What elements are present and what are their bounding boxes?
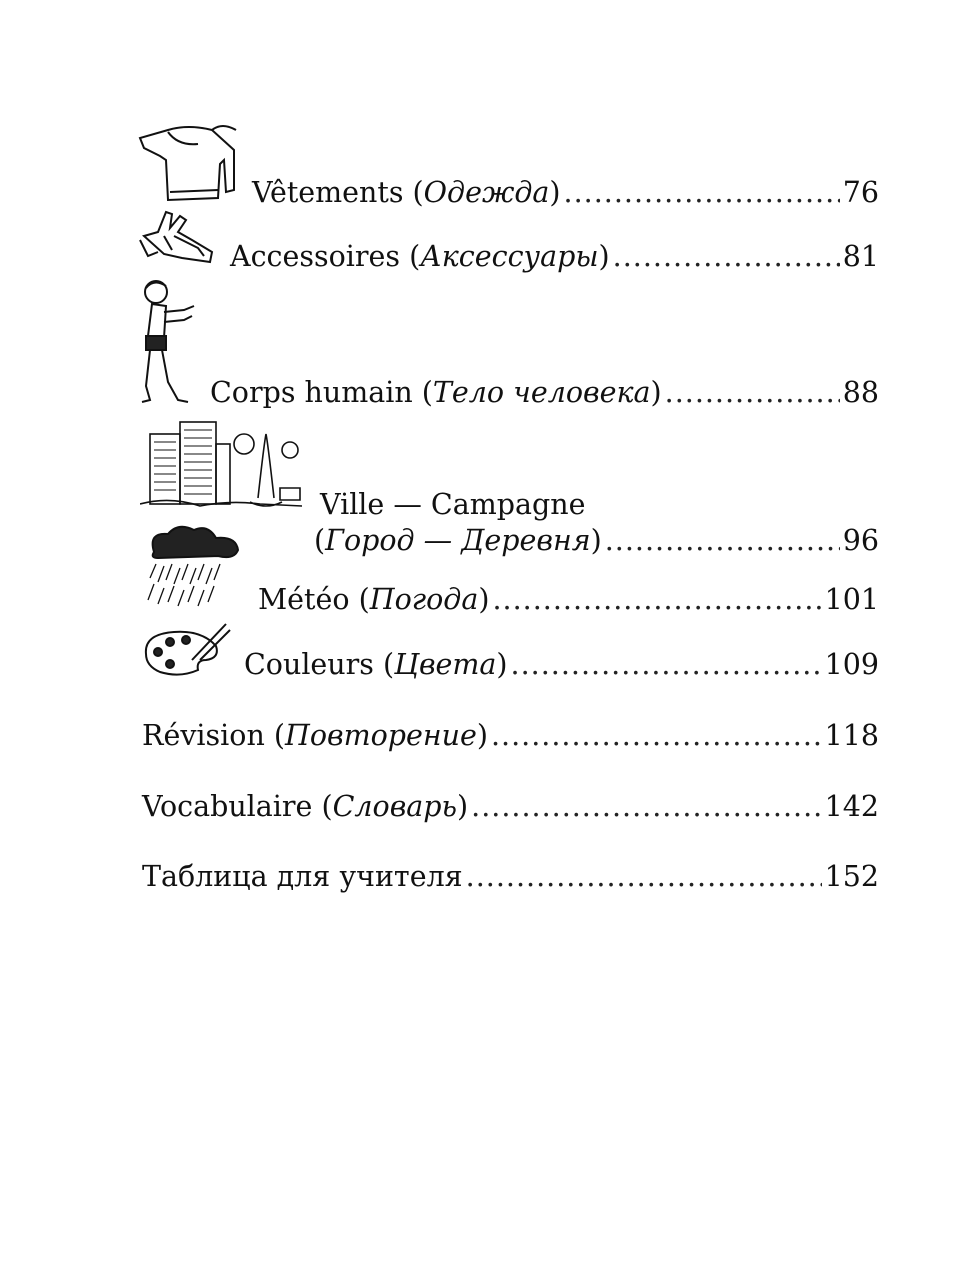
gloves-icon xyxy=(138,206,218,268)
page-number: 88 xyxy=(842,376,879,409)
dot-leader xyxy=(665,376,840,410)
toc-entry-accessoires[interactable] xyxy=(230,240,879,274)
page-number: 109 xyxy=(824,648,879,681)
page-number: 152 xyxy=(824,860,879,893)
city-icon xyxy=(140,414,302,514)
toc-entry-revision[interactable] xyxy=(142,719,879,753)
dot-leader xyxy=(564,176,840,210)
toc-entry-ville-title: Ville — Campagne xyxy=(320,488,586,521)
entry-title: Таблица для учителя xyxy=(142,860,463,893)
toc-entry-teacher-table[interactable] xyxy=(142,860,879,894)
sweater-icon xyxy=(138,120,240,202)
toc-entry-vocabulaire[interactable] xyxy=(142,790,879,824)
entry-title: Vocabulaire (Словарь) xyxy=(142,790,469,823)
toc-entry-meteo[interactable] xyxy=(258,583,879,617)
boy-icon xyxy=(138,276,198,406)
dot-leader xyxy=(492,583,821,617)
page-number: 81 xyxy=(842,240,879,273)
dot-leader xyxy=(471,790,821,824)
dot-leader xyxy=(605,524,840,558)
entry-title: Corps humain (Тело человека) xyxy=(210,376,662,409)
toc-entry-couleurs[interactable] xyxy=(244,648,879,682)
entry-title: (Город — Деревня) xyxy=(314,524,602,557)
palette-icon xyxy=(140,620,232,678)
dot-leader xyxy=(511,648,822,682)
entry-title: Accessoires (Аксессуары) xyxy=(230,240,610,273)
toc-entry-corps-humain[interactable] xyxy=(210,376,879,410)
dot-leader xyxy=(491,719,822,753)
entry-title: Météo (Погода) xyxy=(258,583,490,616)
dot-leader xyxy=(466,860,822,894)
page-number: 96 xyxy=(842,524,879,557)
rain-cloud-icon xyxy=(138,520,242,610)
dot-leader xyxy=(613,240,840,274)
entry-title: Révision (Повторение) xyxy=(142,719,488,752)
page-number: 118 xyxy=(824,719,879,752)
entry-title: Couleurs (Цвета) xyxy=(244,648,508,681)
toc-entry-vetements[interactable] xyxy=(252,176,879,210)
entry-title: Vêtements (Одежда) xyxy=(252,176,561,209)
page-number: 142 xyxy=(824,790,879,823)
page-number: 76 xyxy=(842,176,879,209)
toc-entry-ville-campagne[interactable] xyxy=(314,524,879,558)
page-number: 101 xyxy=(824,583,879,616)
